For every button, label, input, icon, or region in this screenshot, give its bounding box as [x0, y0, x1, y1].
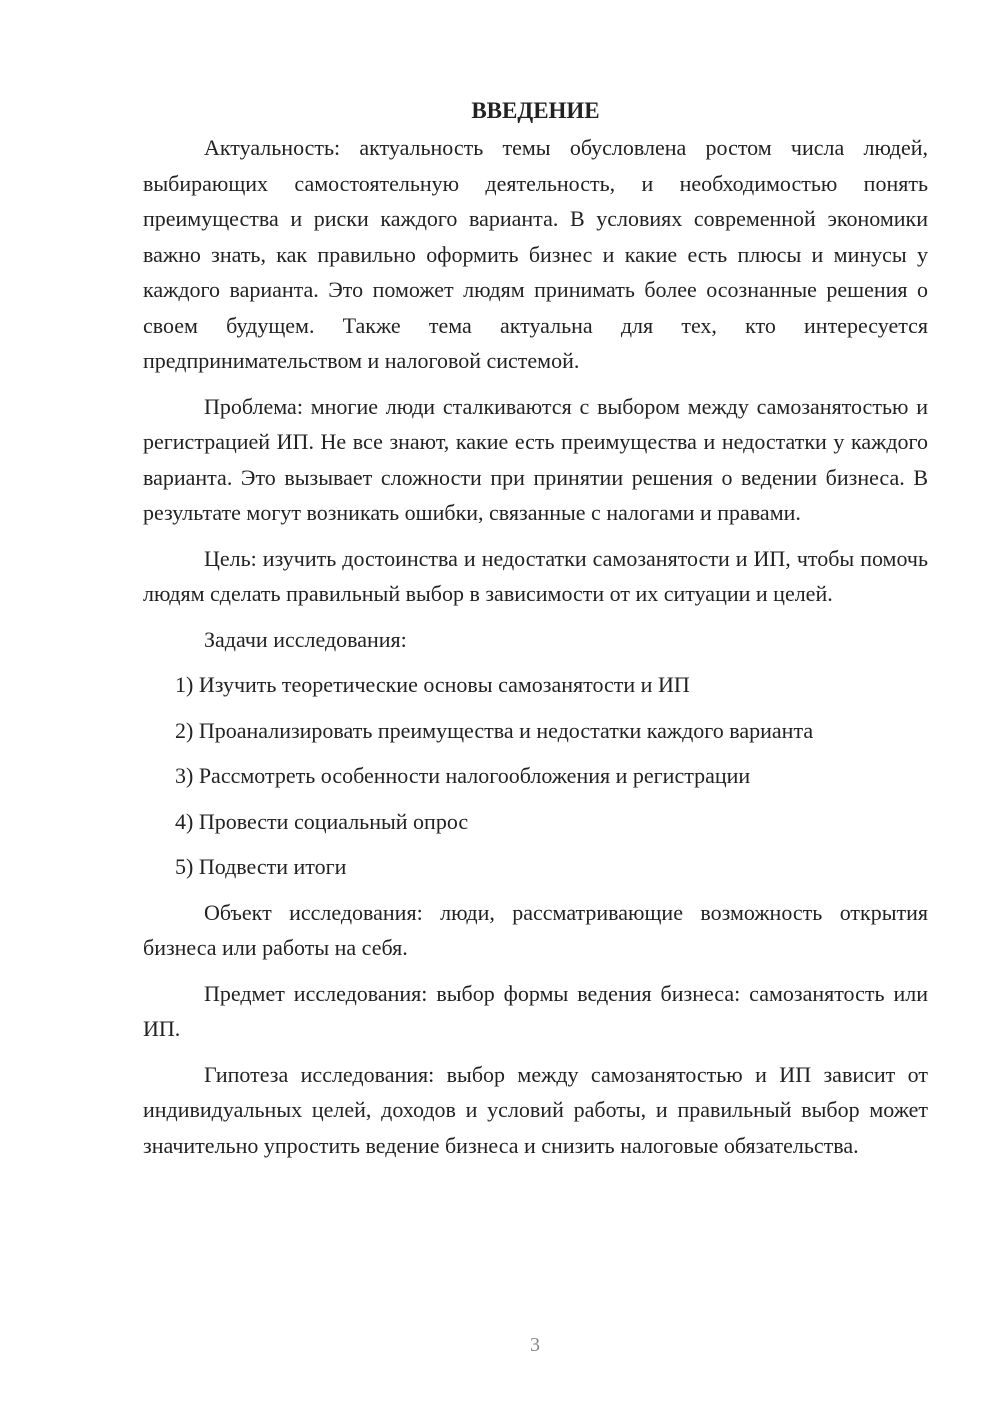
- task-item-5: 5) Подвести итоги: [175, 854, 347, 879]
- paragraph-hypothesis: Гипотеза исследования: выбор между самозанятостью и ИП зависит от индивидуальных целей, доходов и условий работы, и правильный выбор может значительно упростить ведение бизнеса и снизить налоговые обязательства.: [143, 1061, 928, 1158]
- paragraph-goal: Цель: изучить достоинства и недостатки самозанятости и ИП, чтобы помочь людям сделать правильный выбор в зависимости от их ситуации и целей.: [143, 545, 928, 606]
- document-page: [143, 93, 928, 1173]
- task-item-2: 2) Проанализировать преимущества и недостатки каждого варианта: [175, 717, 814, 743]
- paragraph-relevance: Актуальность: актуальность темы обусловлена ростом числа людей, выбирающих самостоятельную деятельность, и необходимостью понять преимущества и риски каждого варианта. В условиях современной экономики важно знать, как правильно оформить бизнес и какие есть плюсы и минусы у каждого варианта. Это поможет людям принимать более осознанные решения о своем будущем. Также тема актуальна для тех, кто интересуется предпринимательством и налоговой системой.: [143, 135, 928, 373]
- paragraph-problem: Проблема: многие люди сталкиваются с выбором между самозанятостью и регистрацией ИП. Не все знают, какие есть преимущества и недостатки у каждого варианта. Это вызывает сложности при принятии решения о ведении бизнеса. В результате могут возникать ошибки, связанные с налогами и правами.: [143, 393, 928, 525]
- page-title: ВВЕДЕНИЕ: [471, 98, 600, 123]
- tasks-list: [143, 667, 928, 885]
- task-item-1: 1) Изучить теоретические основы самозанятости и ИП: [175, 672, 690, 697]
- task-item-3: 3) Рассмотреть особенности налогообложения и регистрации: [175, 763, 751, 788]
- paragraph-object: Объект исследования: люди, рассматривающие возможность открытия бизнеса или работы на себя.: [143, 899, 928, 960]
- page-number: 3: [530, 1334, 540, 1356]
- paragraph-subject: Предмет исследования: выбор формы ведения бизнеса: самозанятость или ИП.: [143, 980, 928, 1041]
- tasks-heading: Задачи исследования:: [204, 626, 407, 652]
- task-item-4: 4) Провести социальный опрос: [175, 808, 469, 834]
